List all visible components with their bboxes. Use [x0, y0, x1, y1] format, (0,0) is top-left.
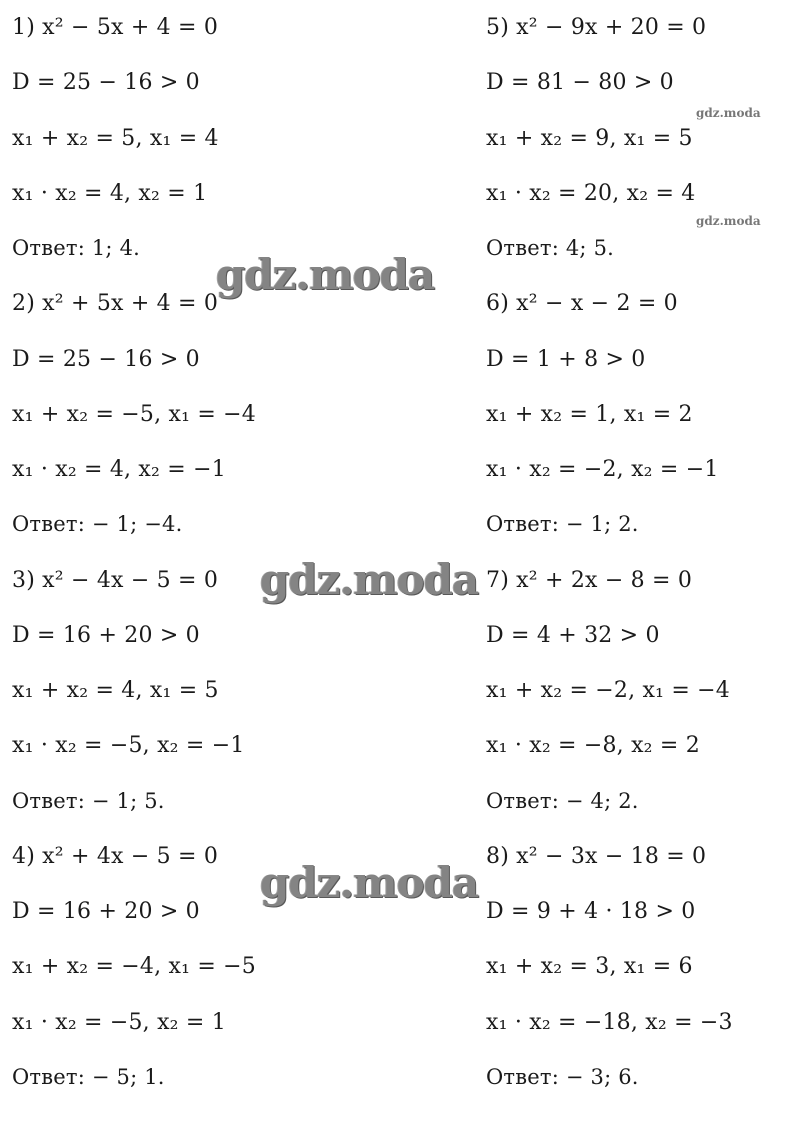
answer: Ответ: − 5; 1.: [12, 1064, 165, 1089]
answer: Ответ: − 4; 2.: [486, 788, 639, 813]
answer: Ответ: 4; 5.: [486, 236, 615, 260]
answer: Ответ: − 1; 2.: [486, 512, 639, 537]
discriminant: D = 4 + 32 > 0: [486, 622, 660, 648]
discriminant: D = 1 + 8 > 0: [486, 346, 646, 372]
vieta-product: x₁ · x₂ = −5, x₂ = −1: [12, 733, 245, 759]
vieta-sum: x₁ + x₂ = 1, x₁ = 2: [486, 401, 693, 427]
vieta-sum: x₁ + x₂ = −5, x₁ = −4: [12, 401, 256, 427]
equation: 8) x² − 3x − 18 = 0: [486, 843, 707, 869]
discriminant: D = 9 + 4 · 18 > 0: [486, 899, 696, 924]
vieta-product: x₁ · x₂ = −2, x₂ = −1: [486, 457, 719, 482]
watermark: gdz.moda: [260, 555, 479, 604]
watermark-small: gdz.moda: [696, 214, 761, 228]
discriminant: D = 25 − 16 > 0: [12, 70, 200, 96]
equation: 2) x² + 5x + 4 = 0: [12, 291, 219, 317]
problem-6: [486, 276, 808, 552]
discriminant: D = 81 − 80 > 0: [486, 70, 674, 96]
vieta-product: x₁ · x₂ = 20, x₂ = 4: [486, 180, 696, 206]
equation: 1) x² − 5x + 4 = 0: [12, 15, 219, 40]
discriminant: D = 25 − 16 > 0: [12, 346, 200, 372]
vieta-product: x₁ · x₂ = −18, x₂ = −3: [486, 1009, 733, 1035]
vieta-product: x₁ · x₂ = −8, x₂ = 2: [486, 733, 700, 759]
equation: 4) x² + 4x − 5 = 0: [12, 843, 219, 869]
equation: 6) x² − x − 2 = 0: [486, 291, 678, 317]
problem-2: [12, 276, 342, 552]
left-column: [12, 0, 342, 1105]
problem-5: [486, 0, 808, 276]
answer: Ответ: − 1; 5.: [12, 788, 165, 813]
vieta-product: x₁ · x₂ = 4, x₂ = 1: [12, 180, 208, 206]
vieta-sum: x₁ + x₂ = −2, x₁ = −4: [486, 678, 730, 703]
watermark-small: gdz.moda: [696, 106, 761, 120]
equation: 5) x² − 9x + 20 = 0: [486, 15, 707, 40]
watermark: gdz.moda: [216, 250, 435, 299]
equation: 7) x² + 2x − 8 = 0: [486, 567, 693, 593]
equation: 3) x² − 4x − 5 = 0: [12, 567, 219, 593]
vieta-sum: x₁ + x₂ = 9, x₁ = 5: [486, 125, 693, 151]
answer: Ответ: 1; 4.: [12, 236, 141, 260]
discriminant: D = 16 + 20 > 0: [12, 622, 200, 648]
problem-8: [486, 829, 808, 1105]
vieta-sum: x₁ + x₂ = 4, x₁ = 5: [12, 678, 219, 703]
answer: Ответ: − 3; 6.: [486, 1064, 639, 1089]
vieta-sum: x₁ + x₂ = 3, x₁ = 6: [486, 954, 693, 980]
right-column: [486, 0, 808, 1105]
problem-7: [486, 553, 808, 829]
vieta-product: x₁ · x₂ = −5, x₂ = 1: [12, 1009, 226, 1035]
answer: Ответ: − 1; −4.: [12, 512, 183, 537]
vieta-sum: x₁ + x₂ = 5, x₁ = 4: [12, 125, 219, 151]
problem-1: [12, 0, 342, 276]
vieta-product: x₁ · x₂ = 4, x₂ = −1: [12, 457, 226, 482]
discriminant: D = 16 + 20 > 0: [12, 899, 200, 924]
vieta-sum: x₁ + x₂ = −4, x₁ = −5: [12, 954, 256, 980]
watermark: gdz.moda: [260, 858, 479, 907]
